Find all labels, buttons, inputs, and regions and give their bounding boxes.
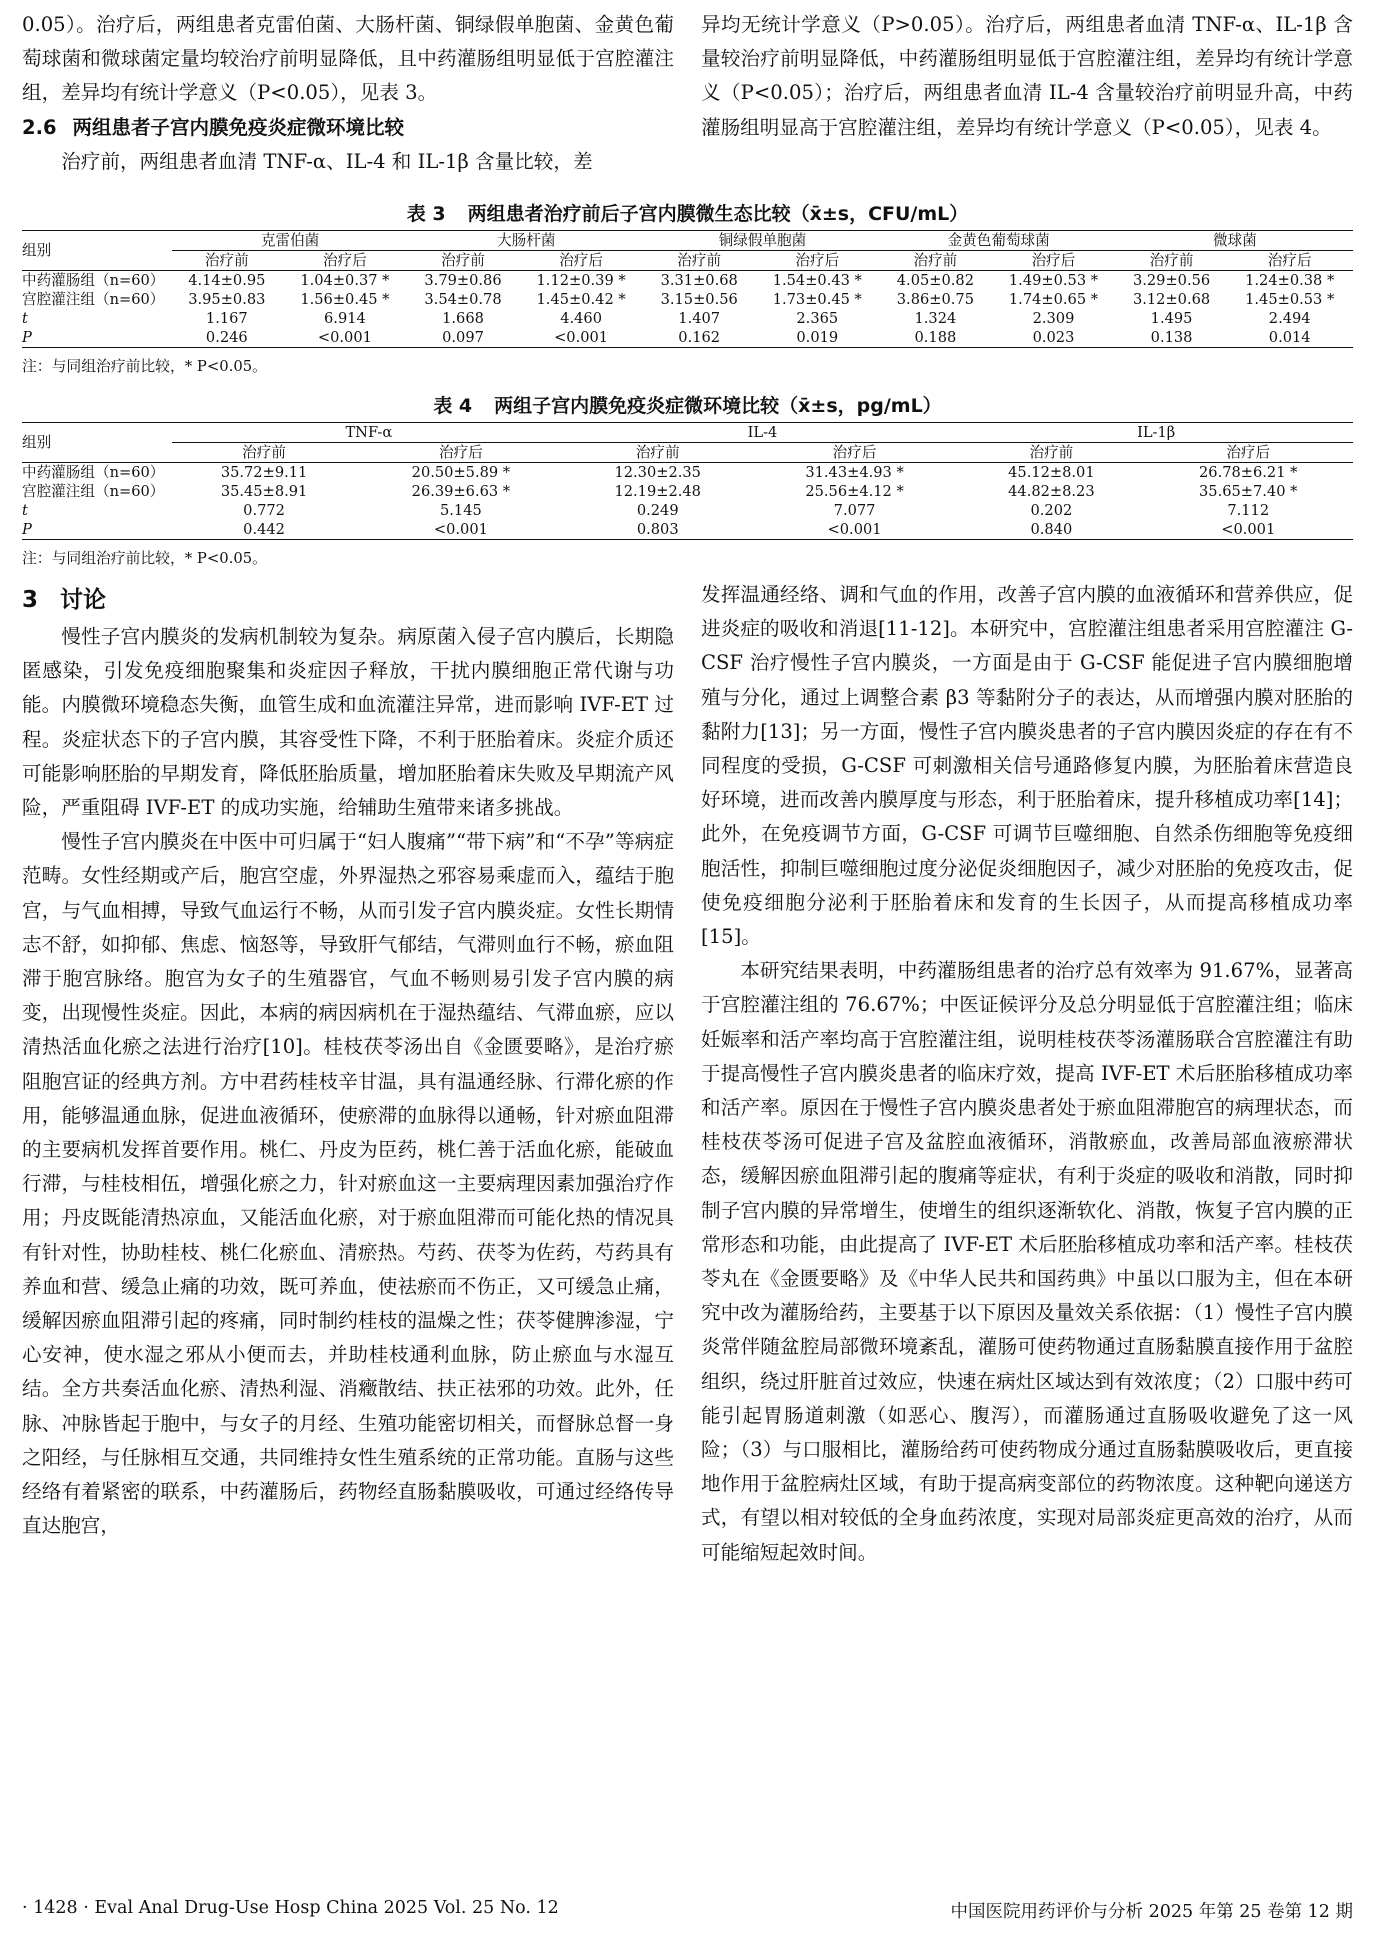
subcolumn-header: 治疗后 (795, 252, 840, 269)
column-header: 金黄色葡萄球菌 (881, 231, 1117, 251)
subcolumn-header: 治疗前 (1149, 252, 1194, 269)
table-3-block (22, 198, 1353, 378)
top-columns (22, 8, 1353, 194)
table-cell: 7.112 (1227, 502, 1270, 519)
table-cell: 0.772 (243, 502, 285, 519)
footer-left: · 1428 · Eval Anal Drug-Use Hosp China 2025 Vol. 25 No. 12 (22, 1898, 559, 1918)
table-cell: 7.077 (833, 502, 876, 519)
subcolumn-header: 治疗前 (204, 252, 249, 269)
subcolumn-header: 治疗后 (1031, 252, 1076, 269)
table-cell: 35.45±8.91 (220, 483, 308, 500)
discussion-right-column (701, 578, 1353, 1570)
footer-right: 中国医院用药评价与分析 2025 年第 25 卷第 12 期 (950, 1902, 1353, 1922)
table-cell: 3.86±0.75 (896, 291, 974, 308)
subcolumn-header: 治疗后 (323, 252, 367, 269)
column-header: 铜绿假单胞菌 (644, 231, 880, 251)
row-label: 宫腔灌注组（n=60） (22, 291, 165, 308)
table-cell: <0.001 (356, 520, 566, 540)
table-cell: 20.50±5.89 * (356, 463, 566, 483)
table-cell: 0.188 (881, 328, 991, 348)
table-cell: 0.803 (566, 520, 750, 540)
section-number: 2.6 (22, 115, 57, 139)
table-3-note: 注：与同组治疗前比较，* P<0.05。 (22, 358, 267, 375)
table-row (22, 290, 1353, 309)
column-header: 克雷伯菌 (172, 231, 408, 251)
table-cell: 3.15±0.56 (660, 291, 738, 308)
table-cell: 3.95±0.83 (188, 291, 266, 308)
table-3-caption (22, 198, 1353, 230)
table-cell: 26.39±6.63 * (411, 483, 511, 500)
table-cell: 0.097 (408, 328, 518, 348)
subcolumn-header: 治疗后 (439, 444, 483, 461)
top-left-column (22, 8, 674, 194)
table-cell: 3.79±0.86 (408, 271, 518, 291)
discussion-left-column (22, 578, 674, 1570)
results-paragraph-2-6-start: 治疗前，两组患者血清 TNF-α、IL-4 和 IL-1β 含量比较，差 (61, 149, 593, 173)
top-right-column (701, 8, 1353, 194)
subcolumn-header: 治疗前 (913, 252, 958, 269)
table-cell: 1.668 (442, 310, 484, 327)
article-page (22, 8, 1353, 1570)
column-header: IL-4 (566, 423, 960, 443)
subcolumn-header: 治疗前 (441, 252, 485, 269)
table-cell: 6.914 (324, 310, 366, 327)
table-cell: 25.56±4.12 * (805, 483, 904, 500)
table-cell: 0.246 (172, 328, 282, 348)
row-label: 中药灌肠组（n=60） (22, 463, 172, 483)
table-cell: 1.45±0.53 * (1245, 291, 1335, 308)
row-label: 中药灌肠组（n=60） (22, 271, 172, 291)
subcolumn-header: 治疗后 (1226, 444, 1271, 461)
table-cell: 31.43±4.93 * (750, 463, 960, 483)
table-label: 表 4 (433, 395, 473, 417)
row-label: P (22, 328, 172, 348)
discussion-paragraph: 本研究结果表明，中药灌肠组患者的治疗总有效率为 91.67%，显著高于宫腔灌注组的 76.67%；中医证候评分及总分明显低于宫腔灌注组；临床妊娠率和活产率均高于宫腔灌注组，说明桂枝茯苓汤灌肠联合宫腔灌注有助于提高慢性子宫内膜炎患者的临床疗效，提高 IVF-ET 术后胚胎移植成功率和活产率。原因在于慢性子宫内膜炎患者处于瘀血阻滞胞宫的病理状态，而桂枝茯苓汤可促进子宫及盆腔血液循环，消散瘀血，改善局部血液瘀滞状态，缓解因瘀血阻滞引起的腹痛等症状，有利于炎症的吸收和消散，同时抑制子宫内膜的异常增生，使增生的组织逐渐软化、消散，恢复子宫内膜的正常形态和功能，由此提高了 IVF-ET 术后胚胎移植成功率和活产率。桂枝茯苓丸在《金匮要略》及《中华人民共和国药典》中虽以口服为主，但在本研究中改为灌肠给药，主要基于以下原因及量效关系依据：（1）慢性子宫内膜炎常伴随盆腔局部微环境紊乱，灌肠可使药物通过直肠黏膜直接作用于盆腔组织，绕过肝脏首过效应，快速在病灶区域达到有效浓度；（2）口服中药可能引起胃肠道刺激（如恶心、腹泻），而灌肠通过直肠吸收避免了这一风险；（3）与口服相比，灌肠给药可使药物成分通过直肠黏膜吸收后，更直接地作用于盆腔病灶区域，有助于提高病变部位的药物浓度。这种靶向递送方式，有望以相对较低的全身血药浓度，实现对局部炎症更高效的治疗，从而可能缩短起效时间。 (701, 959, 1353, 1564)
table-cell: 2.494 (1268, 310, 1311, 327)
discussion-paragraph: 发挥温通经络、调和气血的作用，改善子宫内膜的血液循环和营养供应，促进炎症的吸收和消退[11-12]。本研究中，宫腔灌注组患者采用宫腔灌注 G-CSF 治疗慢性子宫内膜炎，一方面是由于 G-CSF 能促进子宫内膜细胞增殖与分化，通过上调整合素 β3 等黏附分子的表达，从而增强内膜对胚胎的黏附力[13]；另一方面，慢性子宫内膜炎患者的子宫内膜因炎症的存在有不同程度的受损，G-CSF 可刺激相关信号通路修复内膜，为胚胎着床营造良好环境，进而改善内膜厚度与形态，利于胚胎着床，提升移植成功率[14]；此外，在免疫调节方面，G-CSF 可调节巨噬细胞、自然杀伤细胞等免疫细胞活性，抑制巨噬细胞过度分泌促炎细胞因子，减少对胚胎的免疫攻击，促使免疫细胞分泌利于胚胎着床和发育的生长因子，从而提高移植成功率[15]。 (701, 583, 1353, 949)
table-cell: 1.495 (1150, 310, 1193, 327)
discussion-left-body (22, 620, 674, 1543)
table-cell: 4.14±0.95 (172, 271, 282, 291)
table-cell: 0.840 (959, 520, 1143, 540)
results-paragraph-2-5-end: 0.05）。治疗后，两组患者克雷伯菌、大肠杆菌、铜绿假单胞菌、金黄色葡萄球菌和微球菌定量均较治疗前明显降低，且中药灌肠组明显低于宫腔灌注组，差异均有统计学意义（P<0.05），见表 3。 (22, 13, 674, 105)
table-cell: 1.54±0.43 * (754, 271, 881, 291)
row-label: P (22, 520, 172, 540)
table-cell: 0.023 (990, 328, 1117, 348)
table-cell: 1.45±0.42 * (536, 291, 626, 308)
section-3-heading (22, 580, 674, 620)
table-cell: 1.324 (914, 310, 957, 327)
table-cell: 35.72±9.11 (172, 463, 356, 483)
subcolumn-header: 治疗前 (635, 444, 680, 461)
table-label: 表 3 (406, 203, 446, 225)
table-cell: <0.001 (750, 520, 960, 540)
column-header: 微球菌 (1117, 231, 1353, 251)
table-3 (22, 230, 1353, 348)
section-number: 3 (22, 587, 39, 613)
table-cell: 2.309 (1032, 310, 1075, 327)
row-label: t (22, 310, 28, 327)
group-column-header: 组别 (22, 423, 172, 463)
table-cell: 0.442 (172, 520, 356, 540)
page-footer (22, 1898, 1353, 1923)
table-cell: 4.05±0.82 (881, 271, 991, 291)
table-cell: 3.31±0.68 (644, 271, 754, 291)
table-title: 两组子宫内膜免疫炎症微环境比较（x̄±s，pg/mL） (494, 395, 942, 417)
table-cell: <0.001 (282, 328, 409, 348)
row-label: t (22, 502, 28, 519)
table-cell: 1.167 (205, 310, 248, 327)
table-cell: 3.12±0.68 (1132, 291, 1211, 308)
table-cell: 12.19±2.48 (614, 483, 701, 500)
subcolumn-header: 治疗后 (832, 444, 877, 461)
discussion-paragraph: 慢性子宫内膜炎的发病机制较为复杂。病原菌入侵子宫内膜后，长期隐匿感染，引发免疫细胞聚集和炎症因子释放，干扰内膜细胞正常代谢与功能。内膜微环境稳态失衡，血管生成和血流灌注异常，进而影响 IVF-ET 过程。炎症状态下的子宫内膜，其容受性下降，不利于胚胎着床。炎症介质还可能影响胚胎的早期发育，降低胚胎质量，增加胚胎着床失败及早期流产风险，严重阻碍 IVF-ET 的成功实施，给辅助生殖带来诸多挑战。 (22, 625, 674, 820)
table-cell: 1.49±0.53 * (990, 271, 1117, 291)
table-cell: 12.30±2.35 (566, 463, 750, 483)
column-header: 大肠杆菌 (408, 231, 644, 251)
table-cell: 1.56±0.45 * (300, 291, 390, 308)
table-cell: 2.365 (796, 310, 839, 327)
table-cell: 0.014 (1226, 328, 1353, 348)
subcolumn-header: 治疗后 (1267, 252, 1312, 269)
table-4-block (22, 390, 1353, 570)
discussion-paragraph: 慢性子宫内膜炎在中医中可归属于“妇人腹痛”“带下病”和“不孕”等病症范畴。女性经期或产后，胞宫空虚，外界湿热之邪容易乘虚而入，蕴结于胞宫，与气血相搏，导致气血运行不畅，从而引发子宫内膜炎症。女性长期情志不舒，如抑郁、焦虑、恼怒等，导致肝气郁结，气滞则血行不畅，瘀血阻滞于胞宫脉络。胞宫为女子的生殖器官，气血不畅则易引发子宫内膜的病变，出现慢性炎症。因此，本病的病因病机在于湿热蕴结、气滞血瘀，应以清热活血化瘀之法进行治疗[10]。桂枝茯苓汤出自《金匮要略》，是治疗瘀阻胞宫证的经典方剂。方中君药桂枝辛甘温，具有温通经脉、行滞化瘀的作用，能够温通血脉，促进血液循环，使瘀滞的血脉得以通畅，针对瘀血阻滞的主要病机发挥首要作用。桃仁、丹皮为臣药，桃仁善于活血化瘀，能破血行滞，与桂枝相伍，增强化瘀之力，针对瘀血这一主要病理因素加强治疗作用；丹皮既能清热凉血，又能活血化瘀，对于瘀血阻滞而可能化热的情况具有针对性，协助桂枝、桃仁化瘀血、清瘀热。芍药、茯苓为佐药，芍药具有养血和营、缓急止痛的功效，既可养血，使祛瘀而不伤正，又可缓急止痛，缓解因瘀血阻滞引起的疼痛，同时制约桂枝的温燥之性；茯苓健脾渗湿，宁心安神，使水湿之邪从小便而去，并助桂枝通利血脉，防止瘀血与水湿互结。全方共奏活血化瘀、清热利湿、消癥散结、扶正祛邪的功效。此外，任脉、冲脉皆起于胞中，与女子的月经、生殖功能密切相关，而督脉总督一身之阳经，与任脉相互交通，共同维持女性生殖系统的正常功能。直肠与这些经络有着紧密的联系，中药灌肠后，药物经直肠黏膜吸收，可通过经络传导直达胞宫， (22, 830, 674, 1538)
table-cell: 1.12±0.39 * (518, 271, 645, 291)
table-4 (22, 422, 1353, 540)
results-paragraph-2-6-cont: 异均无统计学意义（P>0.05）。治疗后，两组患者血清 TNF-α、IL-1β 含量较治疗前明显降低，中药灌肠组明显低于宫腔灌注组，差异均有统计学意义（P<0.05）；治疗后，两组患者血清 IL-4 含量较治疗前明显升高，中药灌肠组明显高于宫腔灌注组，差异均有统计学意义（P<0.05），见表 4。 (701, 13, 1353, 139)
table-4-note: 注：与同组治疗前比较，* P<0.05。 (22, 550, 267, 567)
table-cell: 26.78±6.21 * (1143, 463, 1353, 483)
table-title: 两组患者治疗前后子宫内膜微生态比较（x̄±s，CFU/mL） (467, 203, 969, 225)
table-cell: <0.001 (518, 328, 645, 348)
table-cell: 4.460 (560, 310, 602, 327)
table-cell: 44.82±8.23 (1008, 483, 1095, 500)
table-cell: 0.202 (1030, 502, 1073, 519)
table-cell: 45.12±8.01 (959, 463, 1143, 483)
section-2-6-heading (22, 111, 674, 145)
table-row (22, 271, 1353, 291)
table-row (22, 328, 1353, 348)
table-cell: 5.145 (440, 502, 482, 519)
column-header: IL-1β (959, 423, 1353, 443)
subcolumn-header: 治疗前 (1029, 444, 1074, 461)
subcolumn-header: 治疗前 (677, 252, 722, 269)
row-label: 宫腔灌注组（n=60） (22, 483, 165, 500)
table-cell: 0.138 (1117, 328, 1227, 348)
discussion-right-body (701, 578, 1353, 1570)
subcolumn-header: 治疗后 (559, 252, 603, 269)
table-row (22, 520, 1353, 540)
table-4-caption (22, 390, 1353, 422)
table-cell: 0.249 (636, 502, 679, 519)
column-header: TNF-α (172, 423, 566, 443)
table-cell: 1.74±0.65 * (1008, 291, 1099, 308)
table-row (22, 463, 1353, 483)
table-cell: 1.73±0.45 * (772, 291, 862, 308)
table-cell: 3.54±0.78 (424, 291, 502, 308)
table-cell: <0.001 (1143, 520, 1353, 540)
section-title: 讨论 (60, 587, 107, 613)
table-cell: 35.65±7.40 * (1199, 483, 1298, 500)
discussion-columns (22, 578, 1353, 1570)
table-row (22, 501, 1353, 520)
group-column-header: 组别 (22, 231, 172, 271)
section-title: 两组患者子宫内膜免疫炎症微环境比较 (72, 115, 405, 139)
table-cell: 0.162 (644, 328, 754, 348)
table-row (22, 309, 1353, 328)
subcolumn-header: 治疗前 (242, 444, 286, 461)
table-cell: 1.04±0.37 * (282, 271, 409, 291)
table-row (22, 482, 1353, 501)
table-cell: 0.019 (754, 328, 881, 348)
table-cell: 3.29±0.56 (1117, 271, 1227, 291)
table-cell: 1.407 (678, 310, 721, 327)
table-cell: 1.24±0.38 * (1226, 271, 1353, 291)
